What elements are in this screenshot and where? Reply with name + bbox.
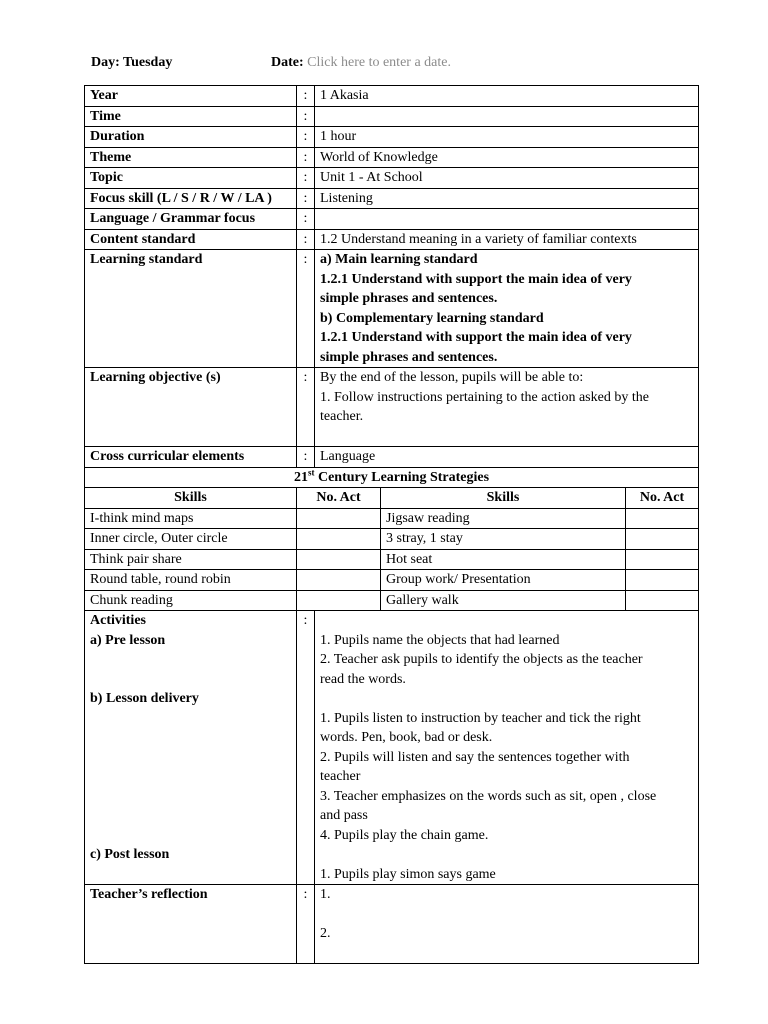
strategy-noact-cell	[626, 549, 699, 570]
theme-value: World of Knowledge	[315, 147, 699, 168]
strategy-noact-cell	[297, 508, 381, 529]
colon: :	[297, 368, 315, 447]
delivery-line: words. Pen, book, bad or desk.	[320, 730, 493, 745]
ls-line: simple phrases and sentences.	[320, 349, 498, 365]
delivery-line: 4. Pupils play the chain game.	[320, 827, 489, 843]
strategy-skill: Jigsaw reading	[381, 508, 626, 529]
strategy-noact-cell	[297, 590, 381, 611]
delivery-line: teacher	[320, 769, 361, 784]
strategy-skill: Chunk reading	[85, 590, 297, 611]
colon: :	[297, 106, 315, 127]
strategy-skill: Hot seat	[381, 549, 626, 570]
delivery-line: 2. Pupils will listen and say the sentences together with	[320, 749, 630, 765]
strategy-noact-cell	[626, 508, 699, 529]
colon: :	[297, 447, 315, 468]
reflection-label: Teacher’s reflection	[85, 885, 297, 964]
row-cross-curricular	[85, 447, 699, 468]
duration-label: Duration	[85, 127, 297, 148]
cross-curricular-label: Cross curricular elements	[85, 447, 297, 468]
ls-line: 1.2.1 Understand with support the main idea of very	[320, 330, 632, 345]
skills-header-left: Skills	[85, 488, 297, 509]
strategy-row	[85, 570, 699, 591]
strategy-skill: Gallery walk	[381, 590, 626, 611]
time-label: Time	[85, 106, 297, 127]
objective-line: teacher.	[320, 409, 364, 424]
noact-header-left: No. Act	[297, 488, 381, 509]
row-duration	[85, 127, 699, 148]
strategy-noact-cell	[297, 529, 381, 550]
row-content-standard	[85, 229, 699, 250]
pre-lesson-label: a) Pre lesson	[90, 632, 166, 648]
strategies-title-row	[85, 467, 699, 488]
colon: :	[297, 885, 315, 964]
strategy-skill: 3 stray, 1 stay	[381, 529, 626, 550]
post-line: 1. Pupils play simon says game	[320, 866, 496, 882]
ls-line: 1.2.1 Understand with support the main idea of very	[320, 271, 632, 287]
learning-objective-value	[315, 368, 699, 447]
topic-label: Topic	[85, 168, 297, 189]
day-label: Day:	[91, 55, 120, 70]
row-grammar	[85, 209, 699, 230]
learning-standard-label: Learning standard	[85, 250, 297, 368]
grammar-value	[315, 209, 699, 230]
time-value	[315, 106, 699, 127]
lesson-plan-table	[84, 85, 699, 964]
reflection-line: 1.	[320, 887, 331, 902]
strategy-noact-cell	[297, 549, 381, 570]
date-placeholder-field[interactable]: Click here to enter a date.	[307, 55, 451, 70]
strategy-noact-cell	[626, 570, 699, 591]
date-label: Date:	[271, 55, 304, 70]
strategy-skill: I-think mind maps	[85, 508, 297, 529]
reflection-line: 2.	[320, 926, 331, 941]
activities-content	[315, 611, 699, 885]
colon: :	[297, 250, 315, 368]
learning-objective-label: Learning objective (s)	[85, 368, 297, 447]
objective-line: By the end of the lesson, pupils will be able to:	[320, 370, 584, 385]
noact-header-right: No. Act	[626, 488, 699, 509]
grammar-label: Language / Grammar focus	[85, 209, 297, 230]
colon: :	[297, 147, 315, 168]
strategy-skill: Inner circle, Outer circle	[85, 529, 297, 550]
strategies-header-row	[85, 488, 699, 509]
row-reflection	[85, 885, 699, 964]
topic-value: Unit 1 - At School	[315, 168, 699, 189]
day-value: Tuesday	[123, 55, 173, 70]
row-activities	[85, 611, 699, 885]
pre-line: 1. Pupils name the objects that had learned	[320, 632, 560, 648]
skills-header-right: Skills	[381, 488, 626, 509]
objective-line: 1. Follow instructions pertaining to the action asked by the	[320, 389, 649, 405]
post-lesson-label: c) Post lesson	[90, 847, 170, 862]
strategy-noact-cell	[297, 570, 381, 591]
row-topic	[85, 168, 699, 189]
strategy-noact-cell	[626, 590, 699, 611]
pre-line: 2. Teacher ask pupils to identify the objects as the teacher	[320, 652, 643, 667]
cross-curricular-value: Language	[315, 447, 699, 468]
day-header	[91, 55, 172, 71]
colon: :	[297, 86, 315, 107]
strategy-skill: Group work/ Presentation	[381, 570, 626, 591]
focus-skill-label: Focus skill (L / S / R / W / LA )	[85, 188, 297, 209]
colon: :	[297, 168, 315, 189]
row-focus-skill	[85, 188, 699, 209]
row-learning-objective	[85, 368, 699, 447]
strategy-row	[85, 529, 699, 550]
reflection-content	[315, 885, 699, 964]
colon: :	[297, 127, 315, 148]
colon: :	[297, 209, 315, 230]
date-header	[271, 55, 451, 71]
strategy-noact-cell	[626, 529, 699, 550]
ls-line: b) Complementary learning standard	[320, 310, 544, 326]
strategy-row	[85, 590, 699, 611]
duration-value: 1 hour	[315, 127, 699, 148]
focus-skill-value: Listening	[315, 188, 699, 209]
content-standard-value: 1.2 Understand meaning in a variety of familiar contexts	[315, 229, 699, 250]
ls-line: simple phrases and sentences.	[320, 291, 498, 306]
strategies-title: 21st Century Learning Strategies	[85, 467, 699, 488]
strategy-row	[85, 508, 699, 529]
activities-label: Activities	[90, 613, 146, 628]
year-label: Year	[85, 86, 297, 107]
delivery-line: and pass	[320, 808, 368, 823]
delivery-line: 3. Teacher emphasizes on the words such as sit, open , close	[320, 788, 657, 804]
row-learning-standard	[85, 250, 699, 368]
strategy-row	[85, 549, 699, 570]
content-standard-label: Content standard	[85, 229, 297, 250]
colon: :	[297, 229, 315, 250]
spacer	[320, 427, 693, 447]
row-year	[85, 86, 699, 107]
learning-standard-value	[315, 250, 699, 368]
colon: :	[297, 188, 315, 209]
colon: :	[297, 611, 315, 885]
delivery-line: 1. Pupils listen to instruction by teacher and tick the right	[320, 710, 641, 726]
theme-label: Theme	[85, 147, 297, 168]
ls-line: a) Main learning standard	[320, 252, 478, 267]
strategy-skill: Think pair share	[85, 549, 297, 570]
row-theme	[85, 147, 699, 168]
lesson-delivery-label: b) Lesson delivery	[90, 691, 199, 706]
year-value: 1 Akasia	[315, 86, 699, 107]
strategy-skill: Round table, round robin	[85, 570, 297, 591]
activities-labels	[85, 611, 297, 885]
row-time	[85, 106, 699, 127]
pre-line: read the words.	[320, 671, 406, 687]
